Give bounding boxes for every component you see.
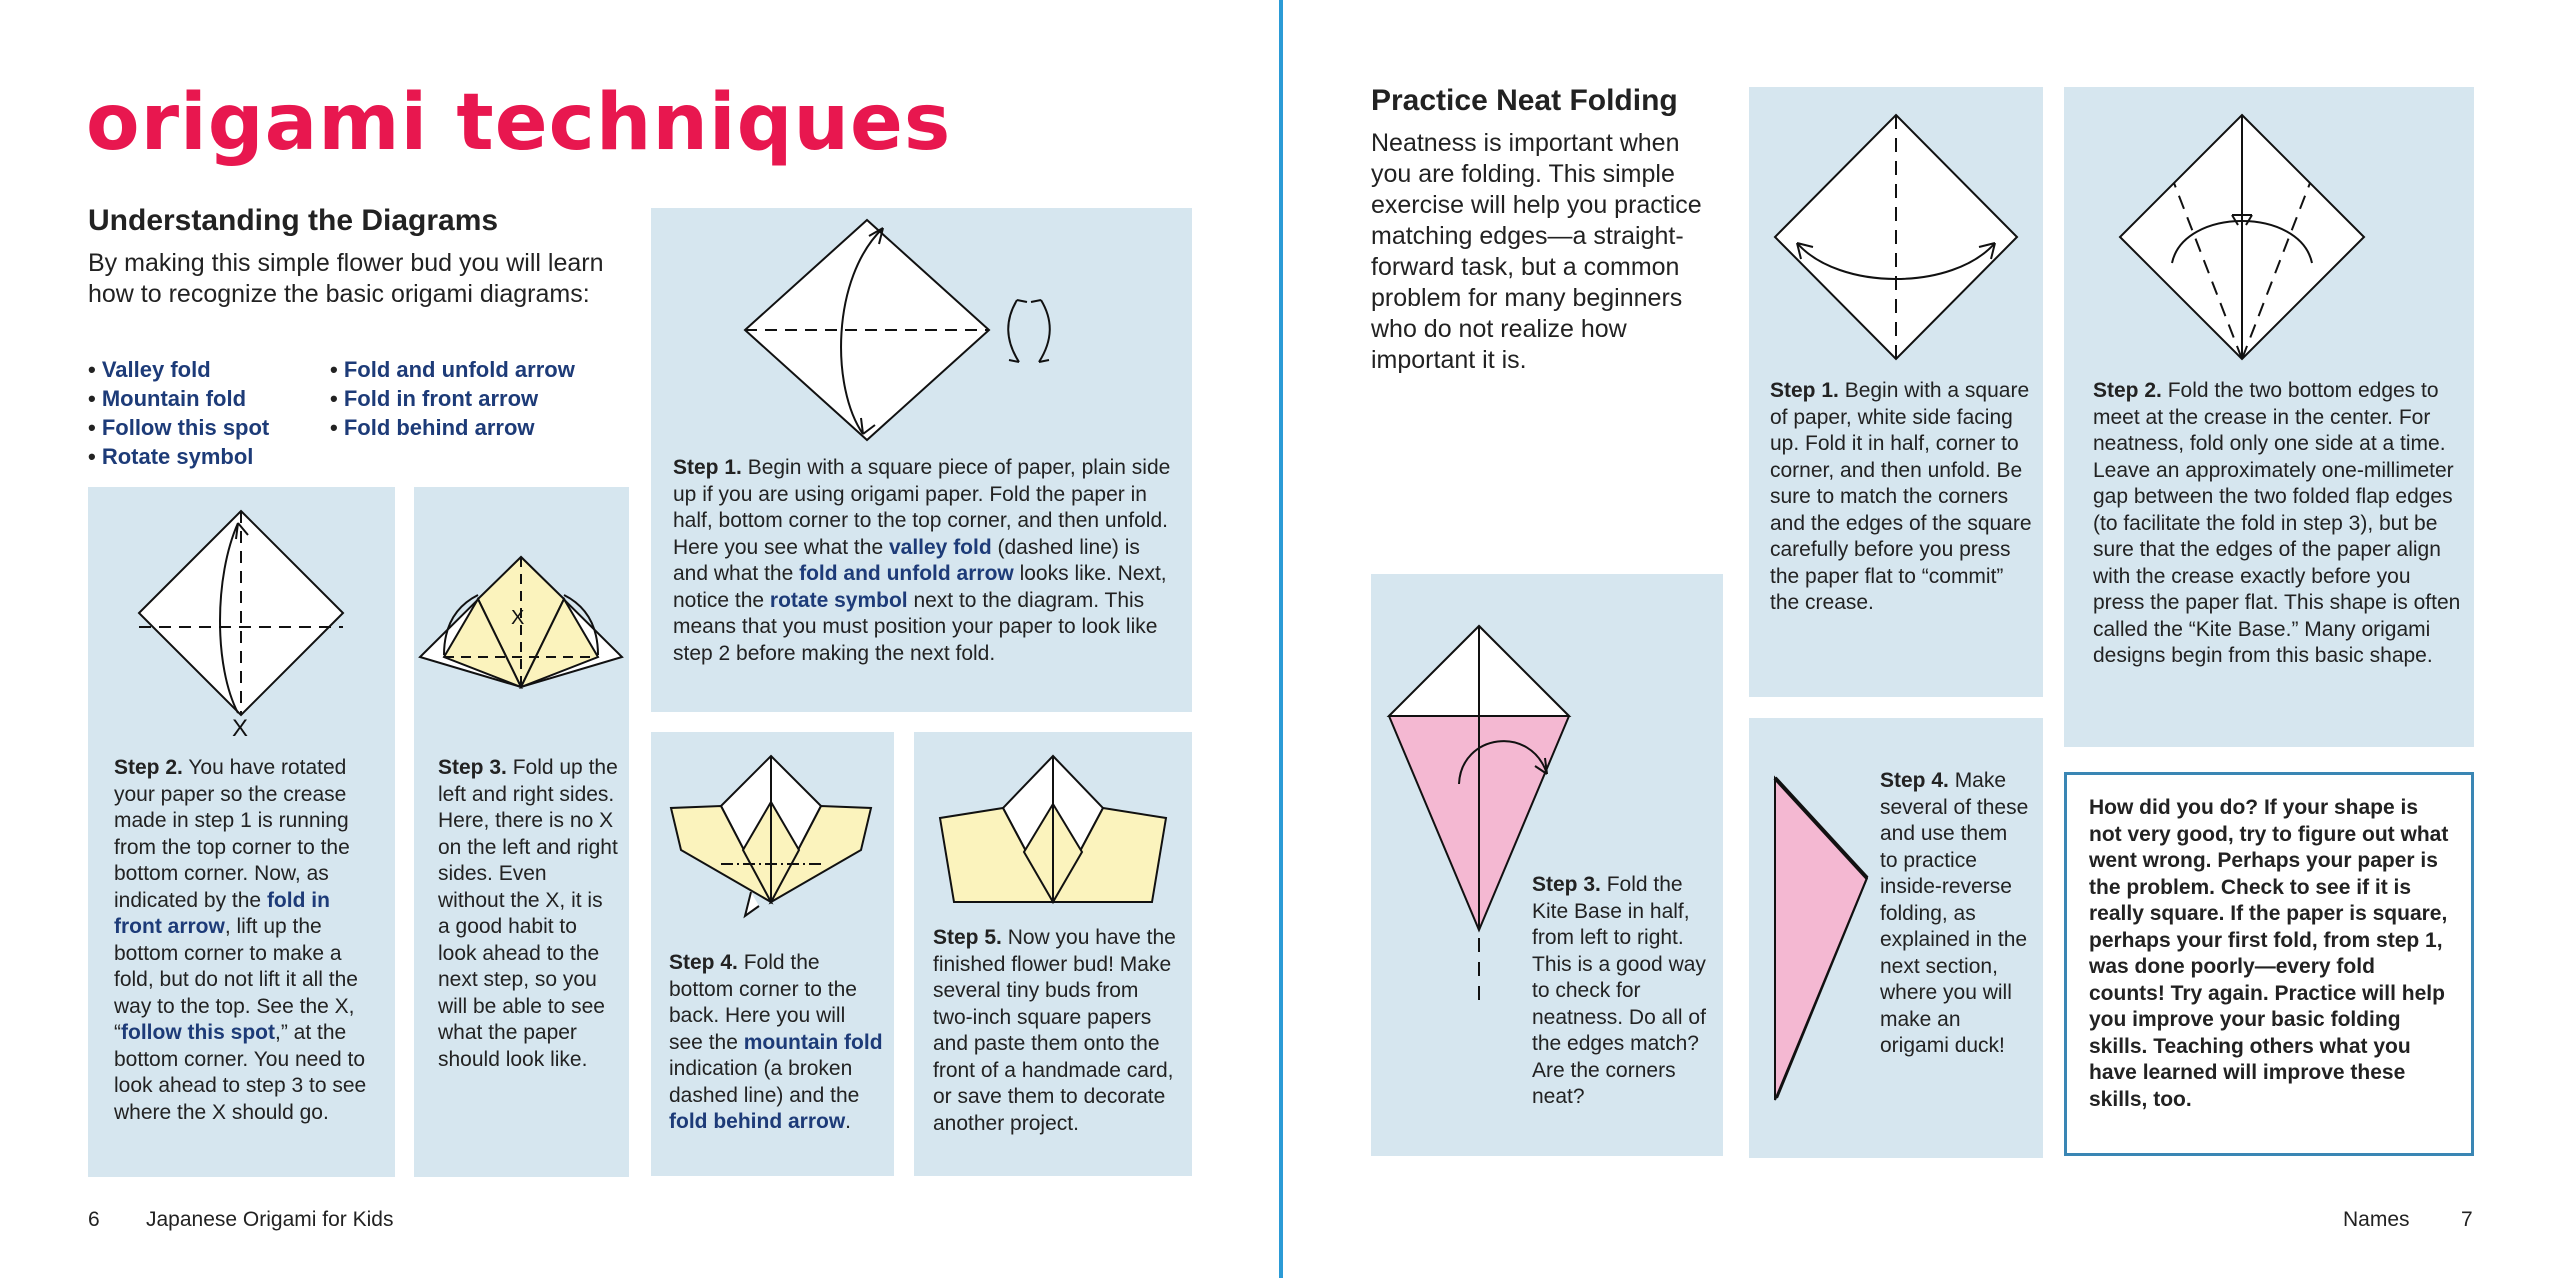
step5-text: Step 5. Now you have the finished flower bud! Make several tiny buds from two-inch square papers and paste them onto the front of a handmade card, or save them to decorate another project. — [933, 926, 1176, 1135]
footer-book-title: Japanese Origami for Kids — [146, 1208, 394, 1231]
step5-diagram — [914, 732, 1192, 932]
r-step4-text: Step 4. Make several of these and use them to practice inside-reverse folding, as explained in the next section, where you will make an origami duck! — [1880, 769, 2029, 1057]
step3-diagram — [414, 487, 629, 687]
bullet-list-1 — [88, 355, 318, 471]
r-step2-text: Step 2. Fold the two bottom edges to meet at the crease in the center. For neatness, fold only one side at a time. Leave an approximately one-millimeter gap between the two folded flap edges (to facilitate the fold in step 3), but be sure that the edges of the paper align with the crease exactly before you press the paper flat. This shape is often called the “Kite Base.” Many origami designs begin from this basic shape. — [2093, 379, 2461, 667]
intro-text: By making this simple flower bud you will learn how to recognize the basic origami diagrams: — [88, 249, 604, 308]
footer-section-name: Names — [2343, 1208, 2410, 1231]
page-divider — [1279, 0, 1283, 1278]
bullet-item: • Valley fold — [88, 355, 318, 384]
bullet-item: • Rotate symbol — [88, 442, 318, 471]
tip-callout-text: How did you do? If your shape is not very good, try to figure out what went wrong. Perhaps your paper is the problem. Check to see if it is really square. If the paper is square, perhaps your first fold, from step 1, was done poorly—every fold counts! Try again. Practice will help you improve your basic folding skills. Teaching others what you have learned will improve these skills, too. — [2089, 796, 2449, 1111]
page-number-left: 6 — [88, 1208, 100, 1231]
step1-text: Step 1. Begin with a square piece of paper, plain side up if you are using origami paper. Fold the paper in half, bottom corner to the top corner, and then unfold. Here you see what the valley fold (dashed line) is and what the fold and unfold arrow looks like. Next, notice the rotate symbol next to the diagram. This means that you must position your paper to look like step 2 before making the next fold. — [673, 456, 1171, 665]
step4-text: Step 4. Fold the bottom corner to the back. Here you will see the mountain fold indication (a broken dashed line) and the fold behind arrow. — [669, 951, 883, 1133]
r-step2-diagram — [2064, 87, 2474, 367]
step2-text: Step 2. You have rotated your paper so the crease made in step 1 is running from the top corner to the bottom corner. Now, as indicated by the fold in front arrow, lift up the bottom corner to make a fold, but do not lift it all the way to the top. See the X, “follow this spot,” at the bottom corner. You need to look ahead to step 3 to see where the X should go. — [114, 756, 367, 1124]
bullet-item: • Follow this spot — [88, 413, 318, 442]
step3-text: Step 3. Fold up the left and right sides. Here, there is no X on the left and right sides. Even without the X, it is a good habit to look ahead to the next step, so you will be able to see what the paper should look like. — [438, 756, 618, 1071]
bullet-item: • Fold behind arrow — [330, 413, 630, 442]
section-heading: Understanding the Diagrams — [88, 204, 499, 237]
follow-spot-marker: X — [232, 715, 249, 742]
tip-callout — [2064, 772, 2474, 1156]
bullet-list-2 — [330, 355, 630, 442]
bullet-item: • Fold and unfold arrow — [330, 355, 630, 384]
intro-text: Neatness is important when you are folding. This simple exercise will help you practice matching edges—a straight-forward task, but a common problem for many beginners who do not realize how important it is. — [1371, 129, 1702, 374]
r-step1-diagram — [1749, 87, 2043, 367]
step4-diagram — [651, 732, 894, 932]
page-number-right: 7 — [2461, 1208, 2473, 1231]
r-step1-text: Step 1. Begin with a square of paper, white side facing up. Fold it in half, corner to corner, and then unfold. Be sure to match the corners and the edges of the square carefully before you press the paper flat to “commit” the crease. — [1770, 379, 2032, 614]
follow-spot-marker: X — [511, 607, 525, 629]
r-step3-text: Step 3. Fold the Kite Base in half, from left to right. This is a good way to check for neatness. Do all of the edges match? Are the corners neat? — [1532, 873, 1706, 1108]
bullet-item: • Mountain fold — [88, 384, 318, 413]
page-title: origami techniques — [86, 78, 952, 168]
section-heading: Practice Neat Folding — [1371, 84, 1678, 117]
step1-diagram — [651, 208, 1192, 458]
bullet-item: • Fold in front arrow — [330, 384, 630, 413]
